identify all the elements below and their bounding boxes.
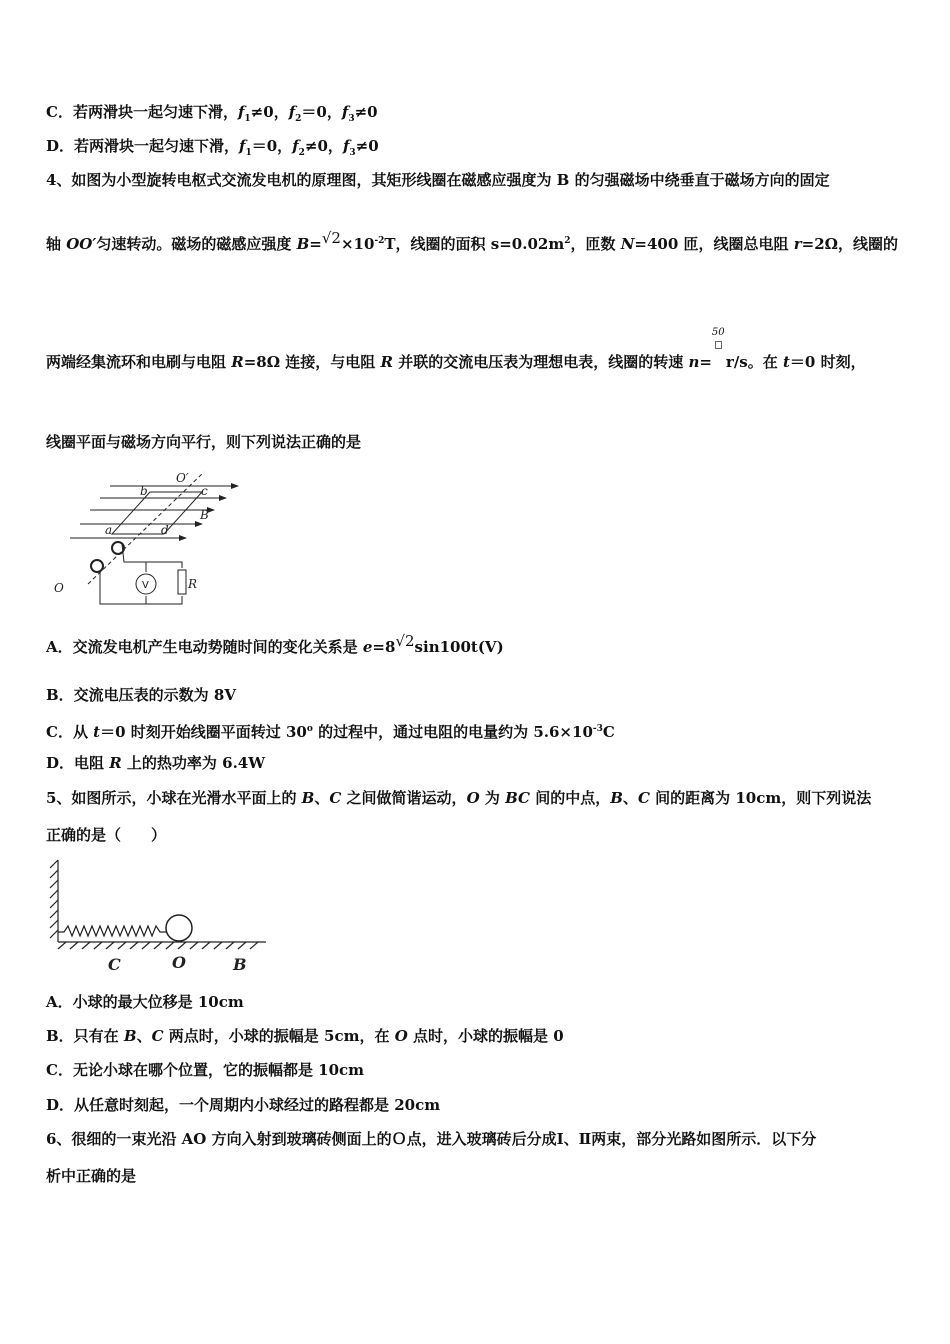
exponent: -2 xyxy=(374,236,385,246)
relation: ≠0 xyxy=(354,103,378,121)
label-o-prime: O′ xyxy=(176,471,189,485)
q3-option-c xyxy=(46,102,378,129)
text: =8Ω 连接，与电阻 xyxy=(243,353,381,371)
text: 为 xyxy=(479,789,506,807)
text: C xyxy=(602,723,615,741)
f3: f xyxy=(342,137,350,155)
var-R: R xyxy=(380,353,393,371)
text: ＝0 时刻开始线圈平面转过 30 xyxy=(100,723,307,741)
label-B-field: B xyxy=(200,508,209,522)
text: =400 匝，线圈总电阻 xyxy=(634,235,794,253)
text: 、 xyxy=(314,789,330,807)
sqrt2: √2 xyxy=(395,632,415,650)
q5-option-b xyxy=(46,1026,564,1046)
var-O: O xyxy=(466,789,480,807)
var-n: n xyxy=(688,353,700,371)
q4-option-d xyxy=(46,753,265,773)
q5-stem-line1 xyxy=(46,788,871,808)
spring-figure xyxy=(44,856,270,976)
q4-stem-line1: 4、如图为小型旋转电枢式交流发电机的原理图，其矩形线圈在磁感应强度为 B 的匀强磁场中绕垂直于磁场方向的固定 xyxy=(46,171,830,189)
wire xyxy=(100,572,182,604)
f2: f xyxy=(292,137,299,155)
var-t: t xyxy=(782,353,790,371)
label-C: C xyxy=(108,955,121,974)
label-a: a xyxy=(105,523,113,537)
var-B: B xyxy=(301,789,315,807)
label-c: c xyxy=(201,484,208,498)
f1: f xyxy=(239,137,246,155)
var-r: r xyxy=(793,235,802,253)
var-B: B xyxy=(610,789,623,807)
sub1: 1 xyxy=(245,148,252,158)
q3-option-d xyxy=(46,136,379,163)
text: D．电阻 xyxy=(46,754,110,772)
sep: ， xyxy=(273,103,289,121)
slip-ring xyxy=(91,560,103,572)
text: 两点时，小球的振幅是 5cm，在 xyxy=(163,1027,395,1045)
speed-fraction xyxy=(711,327,726,373)
text: ×10 xyxy=(340,235,375,253)
text: = xyxy=(699,353,712,371)
var-O: O xyxy=(394,1027,408,1045)
label-O: O xyxy=(172,953,186,972)
var-BC: BC xyxy=(505,789,530,807)
text: C．从 xyxy=(46,723,94,741)
wire xyxy=(122,544,182,568)
q5-stem-line2: 正确的是（ ） xyxy=(46,826,167,844)
relation: ＝0 xyxy=(251,137,278,155)
q4-stem-line3 xyxy=(46,327,866,373)
var-C: C xyxy=(637,789,650,807)
text: B．只有在 xyxy=(46,1027,124,1045)
q5-option-a: A．小球的最大位移是 10cm xyxy=(46,993,244,1011)
q6-stem-line1: 6、很细的一束光沿 AO 方向入射到玻璃砖侧面上的Ｏ点，进入玻璃砖后分成Ⅰ、Ⅱ两束，部分光路如图所示．以下分 xyxy=(46,1130,817,1148)
f3: f xyxy=(341,103,349,121)
q4-stem-line2 xyxy=(46,228,898,254)
degree: o xyxy=(306,724,313,734)
axis-label: OO′ xyxy=(66,235,97,253)
text: ＝0 时刻， xyxy=(789,353,866,371)
q4-stem-line4: 线圈平面与磁场方向平行，则下列说法正确的是 xyxy=(46,433,362,451)
label-d: d xyxy=(161,523,169,537)
text: =8 xyxy=(372,638,396,656)
sep: ， xyxy=(327,137,343,155)
var-R: R xyxy=(231,353,244,371)
text: A．交流发电机产生电动势随时间的变化关系是 xyxy=(46,638,363,656)
f1: f xyxy=(237,103,245,121)
text: 之间做简谐运动， xyxy=(341,789,467,807)
wall-hatch xyxy=(50,860,58,938)
var-B: B xyxy=(123,1027,137,1045)
var-R: R xyxy=(109,754,122,772)
text: T，线圈的面积 s=0.02m xyxy=(384,235,565,253)
sub3: 3 xyxy=(348,114,355,124)
generator-figure xyxy=(50,464,250,612)
sep: ， xyxy=(277,137,293,155)
sub2: 2 xyxy=(298,148,305,158)
text: sin100t(V) xyxy=(414,638,504,656)
text: 点时，小球的振幅是 0 xyxy=(407,1027,564,1045)
text: 轴 xyxy=(46,235,67,253)
relation: ≠0 xyxy=(355,137,379,155)
label-o: O xyxy=(54,581,64,595)
sep: ， xyxy=(326,103,342,121)
text: 间的中点， xyxy=(530,789,611,807)
spring xyxy=(58,926,166,936)
text: =2Ω，线圈的 xyxy=(801,235,899,253)
q5-option-c: C．无论小球在哪个位置，它的振幅都是 10cm xyxy=(46,1061,365,1079)
text: 两端经集流环和电刷与电阻 xyxy=(46,353,232,371)
ball xyxy=(166,915,192,941)
var-t: t xyxy=(93,723,101,741)
q3-option-c-text: C．若两滑块一起匀速下滑， xyxy=(46,103,238,121)
label-b: b xyxy=(140,484,148,498)
q6-stem-line2: 析中正确的是 xyxy=(46,1167,137,1185)
resistor xyxy=(178,570,186,594)
relation: ≠0 xyxy=(304,137,328,155)
text: r/s。在 xyxy=(725,353,783,371)
text: 匀速转动。磁场的磁感应强度 xyxy=(96,235,297,253)
q3-option-d-text: D．若两滑块一起匀速下滑， xyxy=(46,137,240,155)
var-C: C xyxy=(329,789,342,807)
label-B: B xyxy=(233,955,247,974)
text: 、 xyxy=(622,789,638,807)
fraction-numerator: 50 xyxy=(711,327,725,338)
floor-hatch xyxy=(58,942,258,949)
var-B: B xyxy=(296,235,310,253)
sqrt2: √2 xyxy=(321,229,341,247)
relation: ≠0 xyxy=(250,103,274,121)
fraction-denominator-placeholder xyxy=(715,341,722,349)
text: 间的距离为 10cm，则下列说法 xyxy=(649,789,872,807)
sub3: 3 xyxy=(349,148,356,158)
relation: ＝0 xyxy=(301,103,327,121)
text: = xyxy=(309,235,322,253)
sub1: 1 xyxy=(244,114,251,124)
q4-option-b: B．交流电压表的示数为 8V xyxy=(46,686,236,704)
text: 上的热功率为 6.4W xyxy=(121,754,266,772)
text: 、 xyxy=(136,1027,152,1045)
exponent: -3 xyxy=(592,724,603,734)
var-e: e xyxy=(362,638,373,656)
label-V: V xyxy=(142,580,149,591)
q4-option-c xyxy=(46,719,615,742)
exponent: 2 xyxy=(564,236,571,246)
f2: f xyxy=(288,103,296,121)
text: ，匝数 xyxy=(570,235,621,253)
q5-option-d: D．从任意时刻起，一个周期内小球经过的路程都是 20cm xyxy=(46,1096,441,1114)
text: 5、如图所示，小球在光滑水平面上的 xyxy=(46,789,302,807)
q4-option-a xyxy=(46,631,504,657)
label-R: R xyxy=(188,577,198,591)
var-N: N xyxy=(620,235,635,253)
sub2: 2 xyxy=(295,114,302,124)
var-C: C xyxy=(151,1027,164,1045)
text: 的过程中，通过电阻的电量约为 5.6×10 xyxy=(312,723,593,741)
text: 并联的交流电压表为理想电表，线圈的转速 xyxy=(392,353,689,371)
